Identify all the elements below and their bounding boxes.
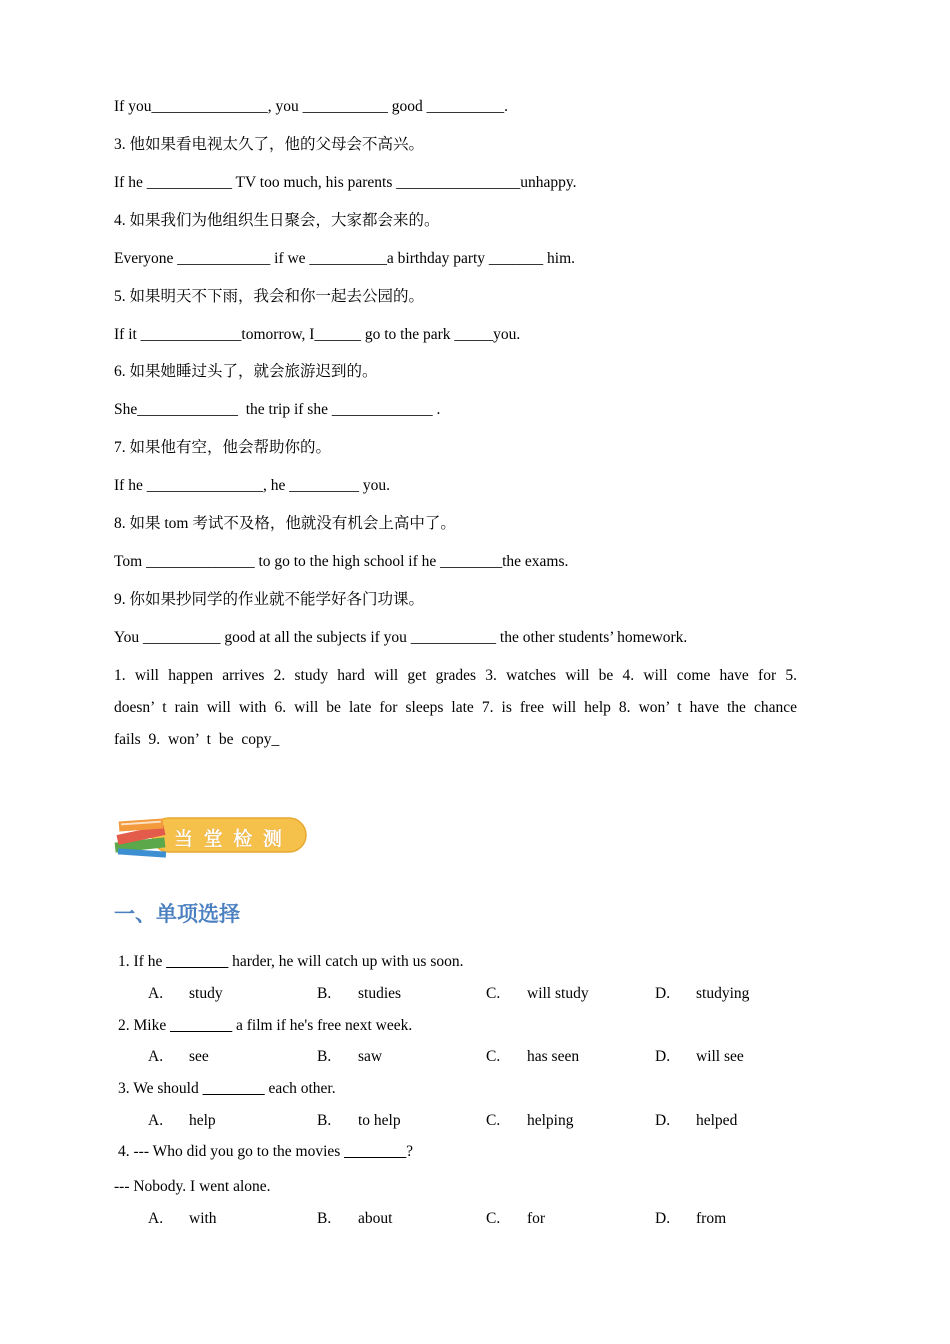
option-text: to help bbox=[358, 1112, 401, 1129]
option-letter: A. bbox=[148, 985, 164, 1002]
exercise-line: If he _______________, he _________ you. bbox=[114, 477, 390, 494]
option-text: see bbox=[189, 1048, 209, 1065]
option-text: studies bbox=[358, 985, 402, 1002]
exercise-line: 4. 如果我们为他组织生日聚会，大家都会来的。 bbox=[114, 212, 440, 229]
option-text: about bbox=[358, 1210, 393, 1227]
question-stem: 1. If he ________ harder, he will catch up with us soon. bbox=[118, 953, 464, 970]
exercise-line: Everyone ____________ if we __________a birthday party _______ him. bbox=[114, 250, 576, 267]
option-text: from bbox=[696, 1210, 727, 1227]
exercise-line: 8. 如果 tom 考试不及格，他就没有机会上高中了。 bbox=[114, 515, 456, 532]
exercise-line: 7. 如果他有空，他会帮助你的。 bbox=[114, 439, 332, 456]
option-text: saw bbox=[358, 1048, 383, 1065]
dialogue-reply: --- Nobody. I went alone. bbox=[114, 1178, 271, 1195]
option-text: will study bbox=[527, 985, 589, 1002]
option-text: helped bbox=[696, 1112, 738, 1129]
option-letter: D. bbox=[655, 1048, 671, 1065]
option-text: help bbox=[189, 1112, 216, 1129]
section-title: 一、单项选择 bbox=[114, 902, 240, 926]
option-text: studying bbox=[696, 985, 750, 1002]
answer-blank: ________ bbox=[170, 1017, 233, 1034]
exercise-line: Tom ______________ to go to the high school if he ________the exams. bbox=[114, 553, 569, 570]
option-letter: B. bbox=[317, 1112, 332, 1129]
section-badge bbox=[112, 810, 312, 862]
option-letter: C. bbox=[486, 1112, 501, 1129]
question-stem: 3. We should ________ each other. bbox=[118, 1080, 336, 1097]
exercise-line: If it _____________tomorrow, I______ go to the park _____you. bbox=[114, 326, 521, 343]
option-letter: D. bbox=[655, 1112, 671, 1129]
exercise-line: If you_______________, you ___________ good __________. bbox=[114, 98, 508, 115]
answer-blank: ________ bbox=[166, 953, 229, 970]
option-text: for bbox=[527, 1210, 546, 1227]
option-text: study bbox=[189, 985, 223, 1002]
question-stem: 2. Mike ________ a film if he's free next week. bbox=[118, 1017, 413, 1034]
option-text: will see bbox=[696, 1048, 744, 1065]
option-text: helping bbox=[527, 1112, 574, 1129]
option-letter: B. bbox=[317, 1048, 332, 1065]
exercise-line: If he ___________ TV too much, his parents ________________unhappy. bbox=[114, 174, 577, 191]
option-letter: C. bbox=[486, 1210, 501, 1227]
answer-blank: ________ bbox=[202, 1080, 265, 1097]
answer-key: 1. will happen arrives 2. study hard will get grades 3. watches will be 4. will come have for 5. doesn’ t rain will with 6. will be late for sleeps late 7. is free will help 8. won’ t have the chance fails 9. won’ t be copy_ bbox=[114, 667, 797, 748]
option-letter: A. bbox=[148, 1210, 164, 1227]
exercise-line: 5. 如果明天不下雨，我会和你一起去公园的。 bbox=[114, 288, 425, 305]
option-letter: B. bbox=[317, 1210, 332, 1227]
option-letter: C. bbox=[486, 1048, 501, 1065]
option-letter: C. bbox=[486, 985, 501, 1002]
exercise-line: 6. 如果她睡过头了，就会旅游迟到的。 bbox=[114, 363, 378, 380]
exercise-line: You __________ good at all the subjects if you ___________ the other students’ homework. bbox=[114, 629, 688, 646]
exercise-line: She_____________ the trip if she _____________ . bbox=[114, 401, 441, 418]
option-letter: D. bbox=[655, 985, 671, 1002]
option-letter: D. bbox=[655, 1210, 671, 1227]
option-letter: A. bbox=[148, 1112, 164, 1129]
option-letter: A. bbox=[148, 1048, 164, 1065]
exercise-line: 9. 你如果抄同学的作业就不能学好各门功课。 bbox=[114, 591, 425, 608]
option-text: has seen bbox=[527, 1048, 580, 1065]
exercise-line: 3. 他如果看电视太久了，他的父母会不高兴。 bbox=[114, 136, 425, 153]
badge-label: 当 堂 检 测 bbox=[174, 828, 284, 850]
question-stem: 4. --- Who did you go to the movies ________? bbox=[118, 1143, 414, 1160]
answer-blank: ________ bbox=[344, 1143, 407, 1160]
option-letter: B. bbox=[317, 985, 332, 1002]
option-text: with bbox=[189, 1210, 217, 1227]
